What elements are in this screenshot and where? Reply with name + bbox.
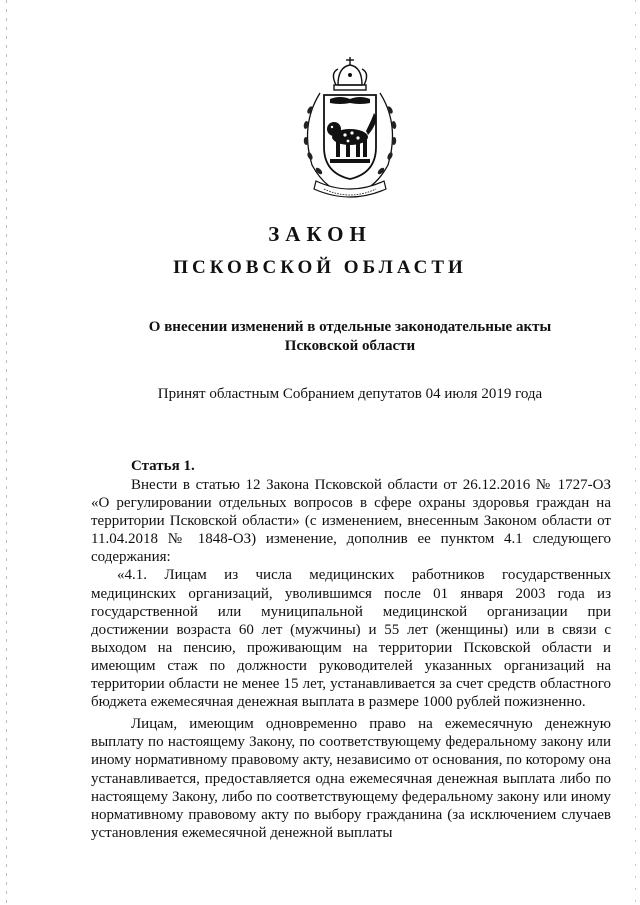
adoption-statement: Принят областным Собранием депутатов 04 июля 2019 года <box>157 386 543 402</box>
article-paragraph: Лицам, имеющим одновременно право на ежемесячную денежную выплату по настоящему Закону, по соответствующему федеральному закону или иному нормативному правовому акту, независимо от основания, по которому она устанавливается, предоставляется одна ежемесячная денежная выплата либо по настоящему Закону, либо по соответствующему федеральному закону или иному нормативному правовому акту по выбору гражданина (за исключением случаев установления ежемесячной денежной выплаты <box>91 716 611 841</box>
pskov-coat-of-arms-icon <box>290 55 410 203</box>
article-paragraph: Внести в статью 12 Закона Псковской области от 26.12.2016 № 1727-ОЗ «О регулировании отдельных вопросов в сфере охраны здоровья граждан на территории Псковской области» (с изменением, внесенным Законом области от 11.04.2018 № 1848-ОЗ) изменение, дополнив ее пунктом 4.1 следующего содержания: <box>91 477 611 566</box>
scan-edge-right <box>635 0 636 905</box>
law-subject <box>0 318 640 356</box>
article-heading: Статья 1. <box>131 458 195 474</box>
article-paragraph: «4.1. Лицам из числа медицинских работников государственных медицинских организаций, уволившимся после 01 января 2003 года из государственной или муниципальной медицинской организации при достижении возраста 60 лет (мужчины) и 55 лет (женщины) или в связи с выходом на пенсию, проживающим на территории Псковской области и имеющим стаж по должности руководителей указанных организаций на территории области не менее 15 лет, устанавливается за счет средств областного бюджета ежемесячная денежная выплата в размере 1000 рублей пожизненно. <box>91 567 611 711</box>
law-subject-line-2: Псковской области <box>284 338 416 354</box>
document-region-title: ПСКОВСКОЙ ОБЛАСТИ <box>173 257 467 278</box>
document-type-title: ЗАКОН <box>268 222 372 246</box>
article-body <box>91 476 611 842</box>
law-subject-line-1: О внесении изменений в отдельные законодательные акты <box>148 319 552 335</box>
scan-edge-left <box>6 0 7 905</box>
